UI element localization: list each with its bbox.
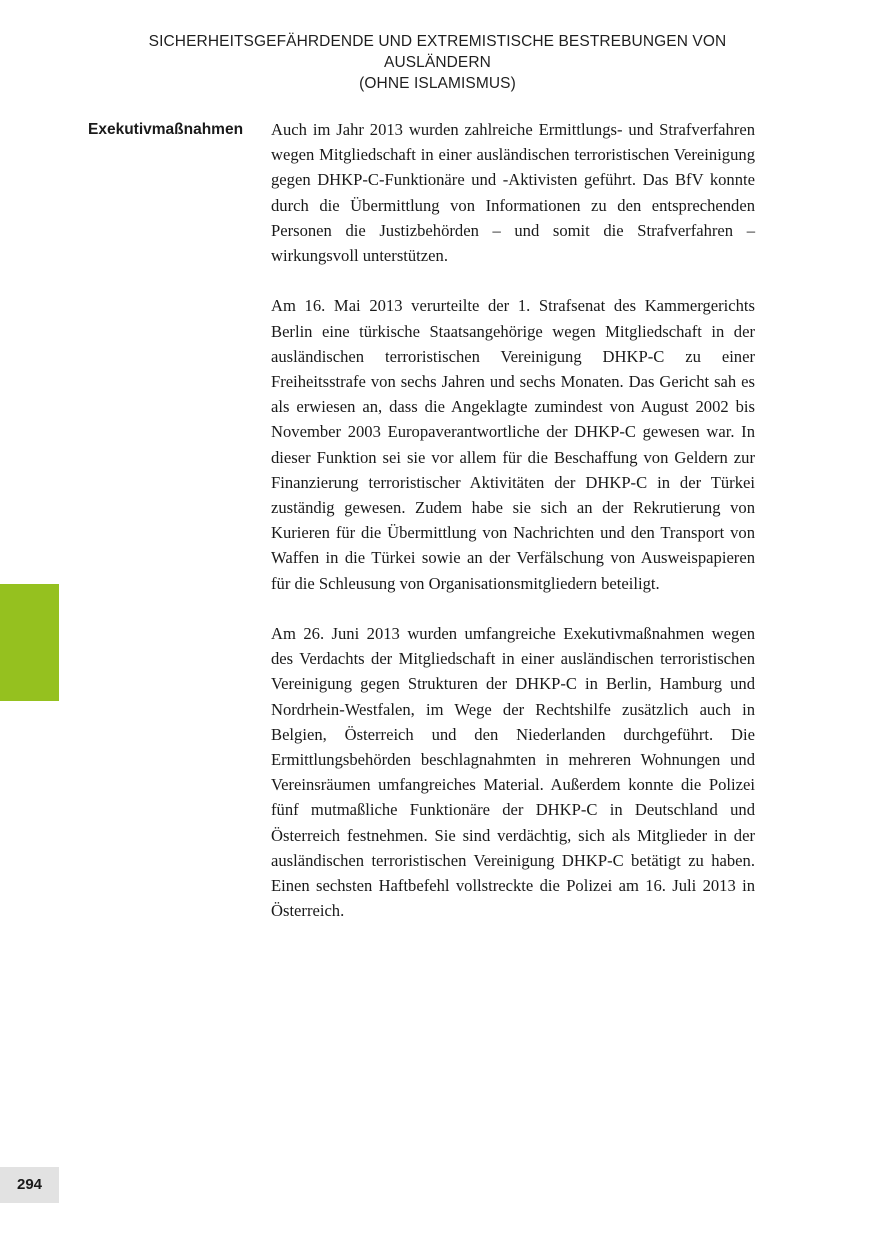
- page-number: 294: [0, 1167, 59, 1203]
- running-header-line-2: (OHNE ISLAMISMUS): [359, 75, 516, 92]
- paragraph-2: Am 16. Mai 2013 verurteilte der 1. Strafsenat des Kammergerichts Berlin eine türkische Staatsangehörige wegen Mitgliedschaft in der ausländischen terroristischen Vereinigung DHKP-C zu einer Freiheitsstrafe von sechs Jahren und sechs Monaten. Das Gericht sah es als erwiesen an, dass die Angeklagte zumindest von August 2002 bis November 2003 Europaverantwortliche der DHKP-C gewesen war. In dieser Funktion sei sie vor allem für die Beschaffung von Geldern zur Finanzierung terroristischer Aktivitäten der DHKP-C in der Türkei zuständig gewesen. Zudem habe sie sich an der Rekrutierung von Kurieren für die Übermittlung von Nachrichten und den Transport von Waffen in die Türkei sowie an der Verfälschung von Ausweispapieren für die Schleusung von Organisationsmitgliedern beteiligt.: [271, 296, 755, 593]
- section-side-heading: Exekutivmaßnahmen: [88, 121, 244, 138]
- chapter-color-tab: [0, 584, 59, 701]
- running-header-line-1: SICHERHEITSGEFÄHRDENDE UND EXTREMISTISCHE BESTREBUNGEN VON AUSLÄNDERN: [148, 33, 727, 71]
- paragraph-1: Auch im Jahr 2013 wurden zahlreiche Ermittlungs- und Strafverfahren wegen Mitgliedschaft in einer ausländischen terroristischen Vereinigung gegen DHKP-C-Funktionäre und -Aktivisten geführt. Das BfV konnte durch die Übermittlung von Informationen zu den entsprechenden Personen die Justizbehörden – und somit die Strafverfahren – wirkungsvoll unterstützen.: [271, 120, 755, 266]
- paragraph-3: Am 26. Juni 2013 wurden umfangreiche Exekutivmaßnahmen wegen des Verdachts der Mitgliedschaft in einer ausländischen terroristischen Vereinigung gegen Strukturen der DHKP-C in Berlin, Hamburg und Nordrhein-Westfalen, im Wege der Rechtshilfe zusätzlich auch in Belgien, Österreich und den Niederlanden durchgeführt. Die Ermittlungsbehörden beschlagnahmten in mehreren Wohnungen und Vereinsräumen umfangreiches Material. Außerdem konnte die Polizei fünf mutmaßliche Funktionäre der DHKP-C in Deutschland und Österreich festnehmen. Sie sind verdächtig, sich als Mitglieder in der ausländischen terroristischen Vereinigung DHKP-C betätigt zu haben. Einen sechsten Haftbefehl vollstreckte die Polizei am 16. Juli 2013 in Österreich.: [271, 624, 755, 921]
- running-header: [100, 31, 775, 94]
- body-text: [271, 117, 755, 949]
